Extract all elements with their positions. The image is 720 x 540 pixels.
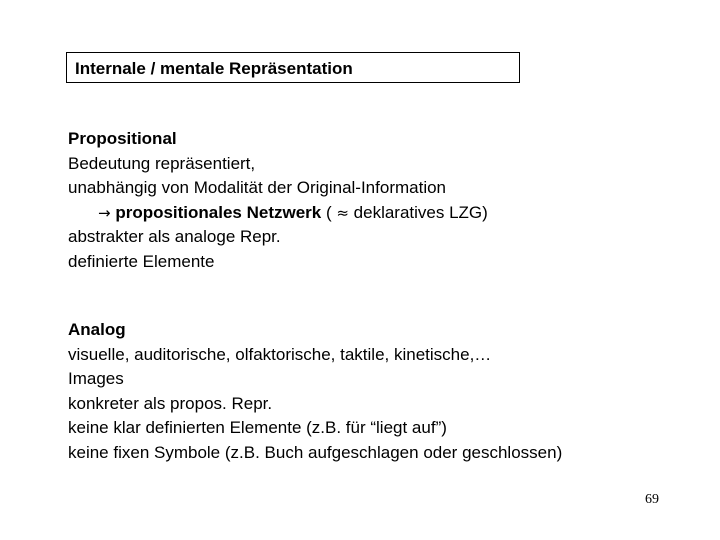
- propositional-line-1: Bedeutung repräsentiert,: [68, 153, 256, 173]
- section-propositional: [68, 127, 488, 274]
- page-number: 69: [645, 492, 659, 507]
- analog-line-1: visuelle, auditorische, olfaktorische, taktile, kinetische,…: [68, 344, 492, 364]
- network-rest: deklaratives LZG): [348, 202, 488, 222]
- propositional-line-2: unabhängig von Modalität der Original-Information: [68, 178, 447, 197]
- propositional-line-4: abstrakter als analoge Repr.: [68, 227, 281, 246]
- arrow-icon: →: [98, 203, 111, 222]
- analog-line-5: keine fixen Symbole (z.B. Buch aufgeschlagen oder geschlossen): [68, 442, 563, 462]
- propositional-heading: Propositional: [68, 129, 177, 148]
- network-term: propositionales Netzwerk: [115, 202, 322, 222]
- analog-line-4: keine klar definierten Elemente (z.B. für “liegt auf”): [68, 418, 447, 437]
- slide-title: Internale / mentale Repräsentation: [75, 59, 353, 78]
- analog-line-3: konkreter als propos. Repr.: [68, 393, 273, 413]
- analog-line-2: Images: [68, 369, 124, 388]
- analog-heading: Analog: [68, 320, 126, 339]
- paren-open: (: [321, 202, 337, 222]
- section-analog: [68, 318, 562, 465]
- propositional-network-line: [68, 201, 488, 226]
- approx-icon: ≈: [336, 203, 349, 222]
- title-box: [66, 52, 520, 83]
- propositional-line-5: definierte Elemente: [68, 251, 215, 271]
